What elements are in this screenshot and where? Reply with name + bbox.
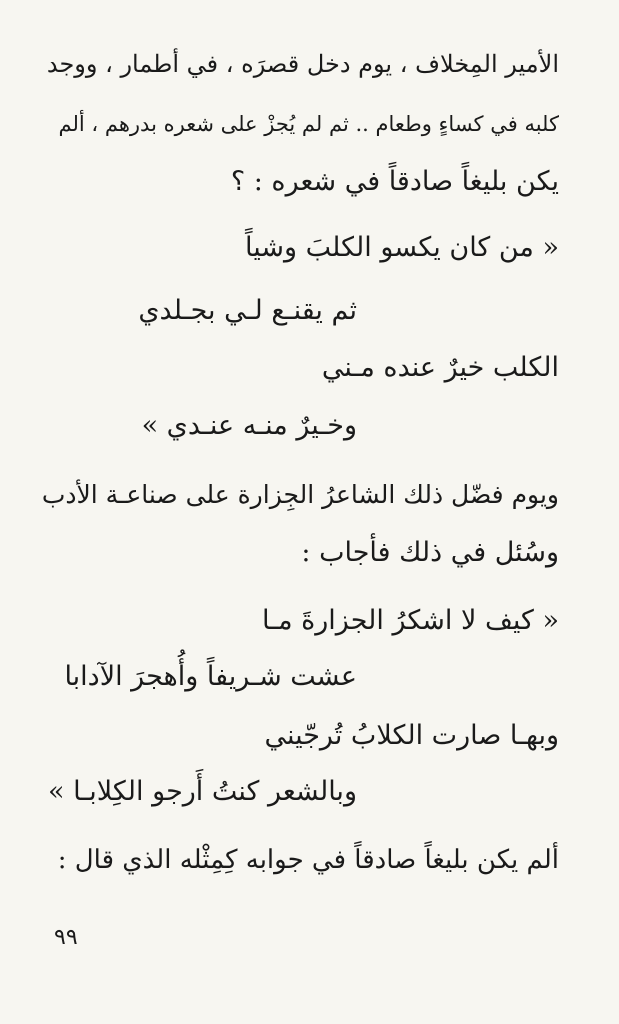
paragraph-line: يكن بليغاً صادقاً في شعره : ؟ xyxy=(230,166,559,197)
verse-line: « كيف لا اشكرُ الجزارةَ مـا xyxy=(261,605,559,636)
paragraph-line: وسُئل في ذلك فأجاب : xyxy=(301,537,559,568)
verse-line: عشت شـريفاً وأُهجرَ الآدابا xyxy=(64,661,357,692)
paragraph-line: ويوم فضّل ذلك الشاعرُ الجِزارة على صناعـة الأدب xyxy=(41,480,559,509)
page-number: ٩٩ xyxy=(54,925,78,950)
paragraph-line: كلبه في كساءٍ وطعام .. ثم لم يُجزْ على شعره بدرهم ، ألم xyxy=(58,112,559,136)
verse-line: وبالشعر كنتُ أَرجو الكِلابـا » xyxy=(48,776,357,807)
verse-line: وبهـا صارت الكلابُ تُرجّيني xyxy=(264,720,559,751)
verse-line: ثم يقنـع لـي بجـلدي xyxy=(138,295,357,326)
verse-line: « من كان يكسو الكلبَ وشياً xyxy=(245,232,559,263)
paragraph-line: ألم يكن بليغاً صادقاً في جوابه كِمِثْله الذي قال : xyxy=(57,845,559,875)
verse-line: الكلب خيرٌ عنده مـني xyxy=(321,352,559,383)
verse-line: وخـيرٌ منـه عنـدي » xyxy=(141,410,357,441)
paragraph-line: الأمير المِخلاف ، يوم دخل قصرَه ، في أطمار ، ووجد xyxy=(46,50,559,78)
